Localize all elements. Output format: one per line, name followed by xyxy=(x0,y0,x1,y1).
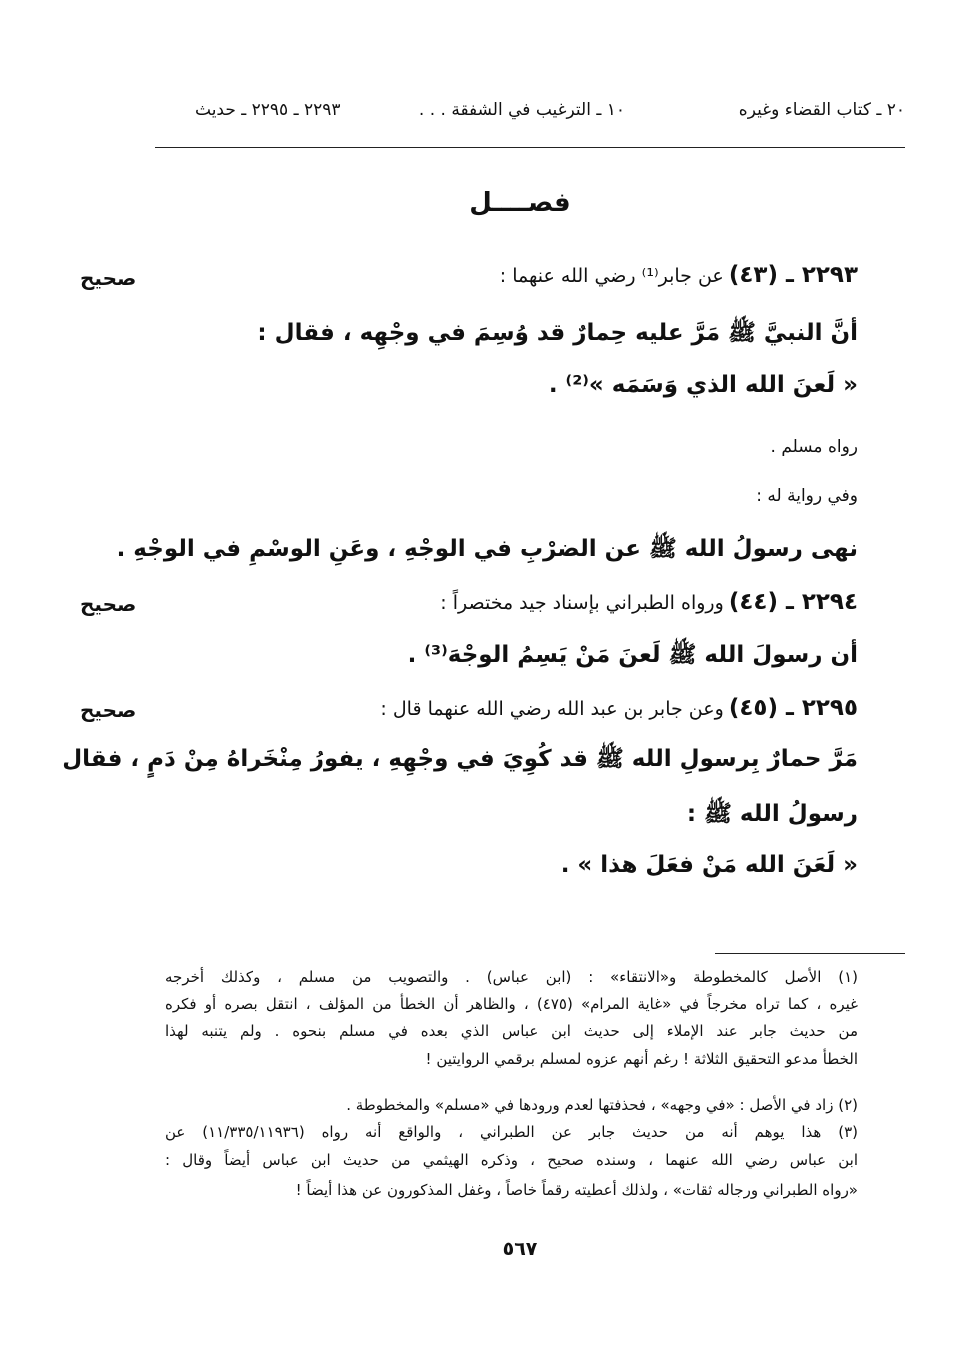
hadith-2293-matn-2: « لَعنَ الله الذي وَسَمَه »⁽²⁾ . xyxy=(548,372,858,398)
hadith-2295-heading xyxy=(380,695,858,721)
footnote-1-line-4: الخطأ مدعو التحقيق الثلاثة ! رغم أنهم عزوه لمسلم برقمي الروايتين ! xyxy=(425,1050,858,1068)
footnote-1-line-3: من حديث جابر عند الإملاء إلى حديث ابن عباس الذي بعده في مسلم بنحوه . ولم يتنبه لهذا xyxy=(165,1022,858,1040)
hadith-number: ٢٢٩٥ ـ (٤٥) xyxy=(728,695,858,721)
running-header xyxy=(155,100,905,140)
header-section: ١٠ ـ الترغيب في الشفقة . . . xyxy=(418,100,625,120)
hadith-2293-variant-label: وفي رواية له : xyxy=(756,486,858,506)
hadith-number: ٢٢٩٣ ـ (٤٣) xyxy=(728,262,858,288)
hadith-2295-matn-3: « لَعَنَ الله مَنْ فعَلَ هذا » . xyxy=(560,852,858,878)
hadith-2295-matn-1: مَرَّ حمارٌ بِرسولِ الله ﷺ قد كُوِيَ في وجْهِهِ ، يفورُ مِنْخَراهُ مِنْ دَمٍ ، فقال xyxy=(62,746,858,772)
hadith-number: ٢٢٩٤ ـ (٤٤) xyxy=(728,589,858,615)
hadith-2293-matn-1: أنَّ النبيَّ ﷺ مَرَّ عليه حِمارٌ قد وُسِمَ في وجْهِه ، فقال : xyxy=(257,320,858,346)
footnote-3-line-3: «رواه الطبراني ورجاله ثقات» ، ولذلك أعطيته رقماً خاصاً ، وغفل المذكورون عن هذا أيضاً ! xyxy=(295,1181,858,1199)
hadith-2295-matn-2: رسولُ الله ﷺ : xyxy=(686,801,858,827)
footnote-2: (٢) زاد في الأصل : «في وجهه» ، فحذفتها لعدم ورودها في «مسلم» والمخطوطة . xyxy=(346,1096,858,1114)
footnote-3-line-2: ابن عباس رضي الله عنهما ، وسنده صحيح ، وذكره الهيثمي من حديث ابن عباس أيضاً وقال : xyxy=(165,1151,858,1169)
grade-label: صحيح xyxy=(80,698,137,722)
header-chapter: ٢٠ ـ كتاب القضاء وغيره xyxy=(738,100,905,120)
footnote-1-line-2: غيره ، كما تراه مخرجاً في «غاية المرام» (٤٧٥) ، والظاهر أن الخطأ من المؤلف ، انتقل بصره أو فكره xyxy=(165,995,858,1013)
hadith-2294-matn: أن رسولَ الله ﷺ لَعنَ مَنْ يَسِمُ الوجْهَ⁽³⁾ . xyxy=(407,642,858,668)
hadith-2294-heading xyxy=(440,589,858,615)
header-hadith-range: ٢٢٩٣ ـ ٢٢٩٥ ـ حديث xyxy=(195,100,341,120)
hadith-intro: ورواه الطبراني بإسناد جيد مختصراً : xyxy=(440,592,724,614)
hadith-2293-source: رواه مسلم . xyxy=(770,437,858,457)
footnote-divider xyxy=(715,953,905,954)
hadith-2293-variant-text: نهى رسولُ الله ﷺ عن الضرْبِ في الوجْهِ ، وعَنِ الوسْمِ في الوجْهِ . xyxy=(116,536,858,562)
hadith-intro: عن جابر⁽¹⁾ رضي الله عنهما : xyxy=(499,265,724,287)
section-title: فصــــل xyxy=(469,188,571,218)
hadith-intro: وعن جابر بن عبد الله رضي الله عنهما قال : xyxy=(380,698,724,720)
page-number: ٥٦٧ xyxy=(502,1238,538,1260)
footnote-3-line-1: (٣) هذا يوهم أنه من حديث جابر عن الطبراني ، والواقع أنه رواه (١١/٣٣٥/١١٩٣٦) عن xyxy=(165,1123,858,1141)
hadith-2293-heading xyxy=(500,262,858,288)
header-divider xyxy=(155,147,905,148)
footnote-1-line-1: (١) الأصل كالمخطوطة و«الانتقاء» : (ابن عباس) . والتصويب من مسلم ، وكذلك أخرجه xyxy=(165,968,858,986)
grade-label: صحيح xyxy=(80,266,137,290)
grade-label: صحيح xyxy=(80,592,137,616)
